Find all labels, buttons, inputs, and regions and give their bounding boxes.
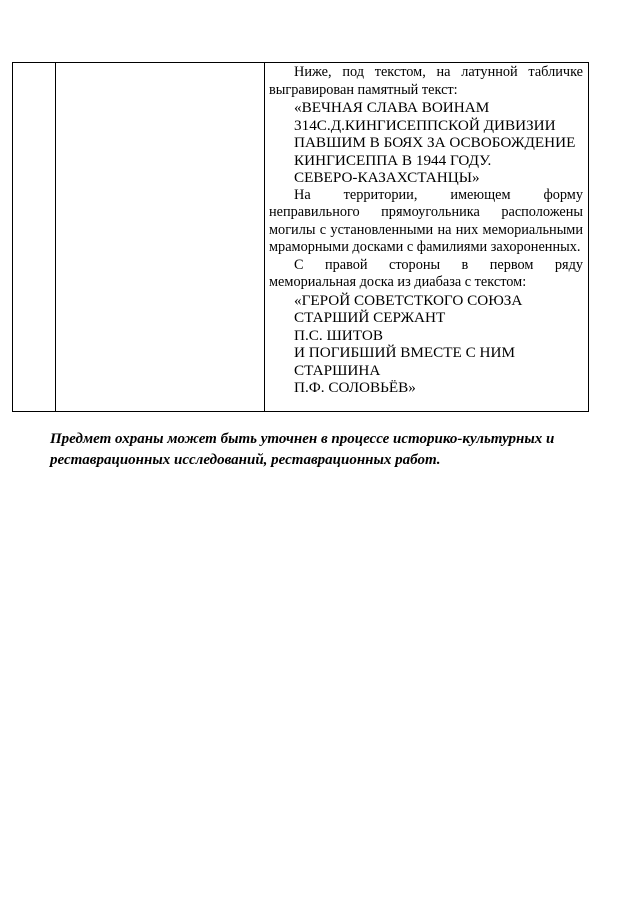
brass-plaque-inscription	[269, 99, 583, 187]
diabase-plaque-inscription	[269, 292, 583, 397]
description-cell	[265, 63, 588, 411]
inscription-line: КИНГИСЕППА В 1944 ГОДУ.	[294, 151, 492, 169]
inscription-line: СТАРШИЙ СЕРЖАНТ	[294, 309, 446, 326]
inscription-line: СТАРШИНА	[294, 361, 381, 379]
paragraph-graves: На территории, имеющем форму неправильного прямоугольника расположены могилы с установленными на них мемориальными мраморными досками с фамилиями захороненных.	[269, 186, 583, 255]
inscription-line: «ГЕРОЙ СОВЕТСТКОГО СОЮЗА	[294, 291, 523, 309]
inscription-line: П.Ф. СОЛОВЬЁВ»	[294, 379, 416, 396]
inscription-line: СЕВЕРО-КАЗАХСТАНЦЫ»	[294, 169, 480, 186]
inscription-line: 314С.Д.КИНГИСЕППСКОЙ ДИВИЗИИ	[294, 116, 556, 134]
inscription-line: ПАВШИМ В БОЯХ ЗА ОСВОБОЖДЕНИЕ	[294, 134, 576, 151]
protection-subject-footnote: Предмет охраны может быть уточнен в процессе историко-культурных и реставрационных исследований, реставрационных работ.	[50, 431, 555, 468]
protection-subject-table	[12, 62, 589, 412]
inscription-line: И ПОГИБШИЙ ВМЕСТЕ С НИМ	[294, 344, 515, 361]
column-divider-1	[55, 63, 56, 411]
inscription-line: П.С. ШИТОВ	[294, 326, 383, 344]
inscription-line: «ВЕЧНАЯ СЛАВА ВОИНАМ	[294, 99, 490, 116]
paragraph-plaque-intro: Ниже, под текстом, на латунной табличке выгравирован памятный текст:	[269, 64, 583, 98]
paragraph-diabase-plaque: С правой стороны в первом ряду мемориальная доска из диабаза с текстом:	[269, 256, 583, 290]
